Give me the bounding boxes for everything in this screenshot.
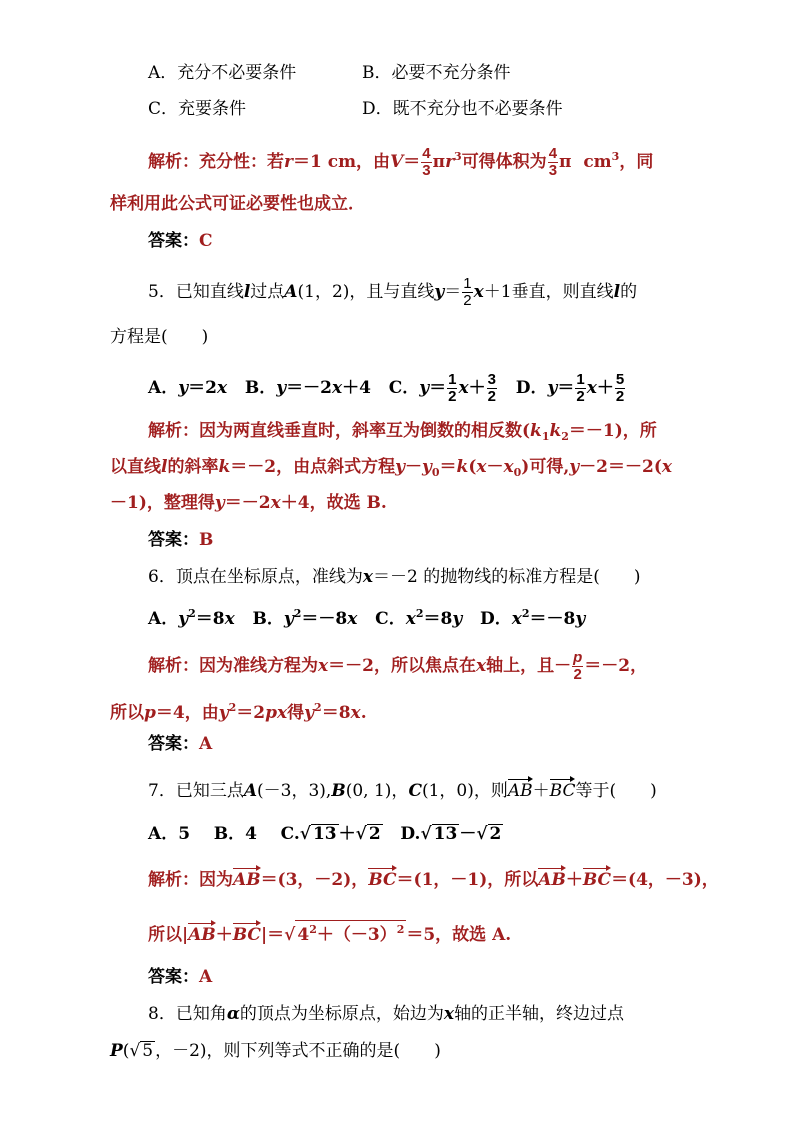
q8-question-line2: P(√ 5 ，－2)，则下列等式不正确的是( ) xyxy=(110,1041,441,1061)
q7-solution-line1: 解析：因为AB＝(3，－2)，BC＝(1，－1)，所以AB＋BC＝(4，－3)， xyxy=(148,866,719,891)
q5-option-d: D．y＝ $\frac{1}{2}$ x＋ $\frac{5}{2}$ xyxy=(515,371,625,405)
q4-option-d: D．既不充分也不必要条件 xyxy=(362,99,563,119)
q6-option-c: C．$x^2=8y$ xyxy=(375,607,463,629)
fraction-4-3-b: $\frac{4}{3}$ xyxy=(548,145,558,179)
q6-options xyxy=(148,603,585,630)
q6-question: 6．顶点在坐标原点，准线为x＝－2 的抛物线的标准方程是( ) xyxy=(148,567,641,587)
q5-option-b: B．y＝－2x＋4 xyxy=(244,378,371,398)
q4-solution-line1: 解析：充分性：若r＝1 cm，由V＝ $\frac{4}{3}$ $\pi r^3$可得体积为 $\frac{4}{3}$ π $cm^3$，同 xyxy=(148,145,654,179)
q6-option-a: A．$y^2=8x$ xyxy=(148,607,235,629)
q6-solution-line1: 解析：因为准线方程为x＝－2，所以焦点在x轴上，且－ $\frac{p}{2}$ ＝－2， xyxy=(148,649,648,683)
q5-question-line2: 方程是( ) xyxy=(110,327,209,347)
q6-option-b: B．$y^2=-8x$ xyxy=(252,607,358,629)
q6-solution-line2: 所以p＝4，由$y^2=2px$得$y^2=8x$. xyxy=(110,701,367,723)
q5-answer: 答案：B xyxy=(148,530,214,550)
q4-solution-line2: 样利用此公式可证必要性也成立． xyxy=(110,194,365,214)
q8-question-line1: 8．已知角α的顶点为坐标原点，始边为x轴的正半轴，终边过点 xyxy=(148,1004,625,1024)
fraction-1-2: $\frac{1}{2}$ xyxy=(463,275,472,309)
q7-option-d: D.√ 13 －√ 2 xyxy=(400,824,502,844)
q6-answer: 答案：A xyxy=(148,734,213,754)
sqrt-expression: √ $4^2+(-3)^2$ xyxy=(284,920,406,946)
q5-options xyxy=(148,372,626,405)
q4-option-a: A．充分不必要条件 xyxy=(148,63,297,83)
q5-question-line1: 5．已知直线l过点A(1，2)，且与直线y＝ $\frac{1}{2}$ x＋1垂直，则直线l的 xyxy=(148,275,638,309)
q5-solution-line1: 解析：因为两直线垂直时，斜率互为倒数的相反数$(k_1k_2=-1)$，所 xyxy=(148,421,657,443)
q4-option-b: B．必要不充分条件 xyxy=(362,63,511,83)
q7-option-a: A．5 xyxy=(148,824,191,844)
q7-answer: 答案：A xyxy=(148,967,213,987)
solution-label: 解析 xyxy=(148,152,182,172)
q5-solution-line2: 以直线l的斜率k＝－2，由点斜式方程$y-y_0=k(x-x_0)$可得,y－2＝－2(x xyxy=(110,457,672,479)
q5-option-a: A．y＝2x xyxy=(148,378,228,398)
fraction-4-3: $\frac{4}{3}$ xyxy=(422,145,431,179)
q7-solution-line2: 所以|AB＋BC|＝√ $4^2+(-3)^2 =5$，故选 A. xyxy=(148,920,511,946)
q6-option-d: D．$x^2=-8y$ xyxy=(480,607,586,629)
q7-question: 7．已知三点A(－3，3),B(0, 1)，C(1，0)，则AB＋BC等于( ) xyxy=(148,777,657,802)
q5-option-c: C．y＝ $\frac{1}{2}$ x＋ $\frac{3}{2}$ xyxy=(388,371,496,405)
q5-solution-line3: －1)，整理得y＝－2x＋4，故选 B. xyxy=(110,493,387,513)
vector-bc: BC xyxy=(550,777,576,799)
vector-ab: AB xyxy=(508,777,533,799)
q7-option-c: C.√ 13 ＋√ 2 xyxy=(280,824,381,844)
q4-answer: 答案：C xyxy=(148,231,213,251)
q7-options xyxy=(148,823,503,845)
q4-option-c: C．充要条件 xyxy=(148,99,247,119)
q7-option-b: B．4 xyxy=(213,824,257,844)
